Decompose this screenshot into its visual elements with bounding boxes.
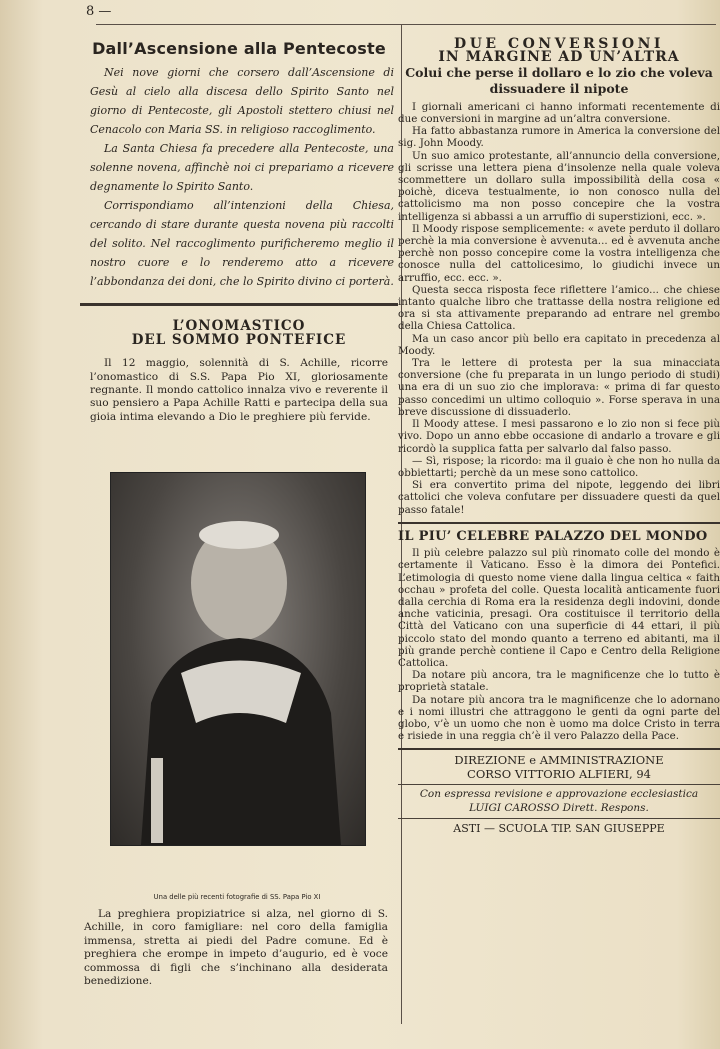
portrait-icon bbox=[111, 473, 365, 845]
left-column-top bbox=[80, 39, 398, 424]
section-rule bbox=[398, 522, 720, 524]
divider bbox=[398, 818, 720, 819]
paragraph: Nei nove giorni che corsero dall’Ascensione di Gesù al cielo alla discesa dello Spirito Santo nel giorno di Pentecoste, gli Apostoli stettero chiusi nel Cenacolo con Maria SS. in religioso raccoglimento. bbox=[90, 66, 394, 137]
paragraph: Un suo amico protestante, all’annuncio della conversione, gli scrisse una lettera piena d’insolenze nella quale voleva scommettere un dollaro sulla impossibilità della cosa « poichè, diceva testualmente, io non conosco nulla del cattolicismo ma non posso concepire che la vostra intelligenza si abbassi a un arruffio di superstizioni, ecc. ». bbox=[398, 149, 720, 223]
ascensione-body bbox=[80, 63, 398, 291]
printer-line: ASTI — SCUOLA TIP. SAN GIUSEPPE bbox=[453, 822, 665, 835]
paragraph: Questa secca risposta fece riflettere l’amico... che chiese intanto qualche libro che trattasse della nostra religione ed ora si sta attivamente preparando ad entrare nel grembo della Chiesa Cattolica. bbox=[398, 283, 720, 333]
section-rule bbox=[398, 748, 720, 750]
onomastico-body: Il 12 maggio, solennità di S. Achille, ricorre l’onomastico di S.S. Papa Pio XI, gloriosamente regnante. Il mondo cattolico innalza vivo e reverente il suo pensiero a Papa Achille Ratti e partecipa della sua gioia intima elevando a Dio le preghiere più fervide. bbox=[90, 357, 388, 423]
paragraph: — Sì, rispose; la ricordo: ma il guaio è che non ho nulla da obbiettarti; perchè da un mese sono cattolico. bbox=[398, 454, 720, 479]
conversioni-title-2: IN MARGINE AD UN’ALTRA bbox=[438, 49, 680, 66]
paragraph: Il Moody rispose semplicemente: « avete perduto il dollaro perchè la mia conversione è avvenuta... ed è avvenuta anche perchè non posso concepire come la vostra intelligenza che conosce nulla del cattolicesimo, lo giudichi invece un arruffio, ecc. ecc. ». bbox=[398, 222, 720, 284]
paragraph: I giornali americani ci hanno informati recentemente di due conversioni in margine ad un’altra conversione. bbox=[398, 100, 720, 126]
photo-caption: Una delle più recenti fotografie di SS. Papa Pio XI bbox=[153, 893, 321, 901]
top-rule bbox=[96, 24, 716, 25]
paragraph: Il Moody attese. I mesi passarono e lo zio non si fece più vivo. Dopo un anno ebbe occasione di andarlo a trovare e gli ricordò la supplica fatta per salvarlo dal falso passo. bbox=[398, 418, 720, 455]
right-column bbox=[398, 38, 720, 835]
palazzo-body bbox=[398, 547, 720, 742]
address-line-2: CORSO VITTORIO ALFIERI, 94 bbox=[467, 766, 651, 781]
paragraph: Corrispondiamo all’intenzioni della Chiesa, cercando di stare durante questa novena più raccolti del solito. Nel raccoglimento purificheremo meglio il nostro cuore e lo renderemo atto a ricevere l’abbondanza dei doni, che lo Spirito divino ci porterà. bbox=[90, 199, 394, 289]
paragraph: Da notare più ancora, tra le magnificenze che lo tutto è proprietà statale. bbox=[398, 669, 720, 694]
section-rule bbox=[80, 303, 398, 306]
paragraph: Il più celebre palazzo sul più rinomato colle del mondo è certamente il Vaticano. Esso è la dimora dei Pontefici. L’etimologia di questo nome viene dalla lingua celtica « faith occhau » profeta del colle. Questa località anticamente fuori dalla cerchia di Roma era la residenza degli indovini, donde anche vaticinia, presagi. Ora costituisce il territorio della Città del Vaticano con una superficie di 44 ettari, il più piccolo stato del mondo quanto a terreno ed abitanti, ma il più grande perchè contiene il Capo e Centro della Religione Cattolica. bbox=[398, 547, 720, 669]
onomastico-title-2: DEL SOMMO PONTEFICE bbox=[131, 331, 347, 348]
closing-paragraph: La preghiera propiziatrice si alza, nel giorno di S. Achille, in coro famigliare: nel coro della famiglia immensa, stretta ai piedi del Padre comune. Ed è preghiera che erompe in impeto d’augurio, ed è voce commossa di figli che s’inchinano alla desiderata benedizione. bbox=[84, 908, 388, 988]
palazzo-title: IL PIU’ CELEBRE PALAZZO DEL MONDO bbox=[398, 528, 708, 544]
conversioni-body bbox=[398, 101, 720, 516]
divider bbox=[398, 784, 720, 785]
ascensione-title: Dall’Ascensione alla Pentecoste bbox=[92, 39, 386, 58]
paragraph: La Santa Chiesa fa precedere alla Pentecoste, una solenne novena, affinchè noi ci prepariamo a ricevere degnamente lo Spirito Santo. bbox=[90, 142, 394, 194]
conversioni-subtitle: Colui che perse il dollaro e lo zio che voleva dissuadere il nipote bbox=[405, 64, 713, 96]
paragraph: Da notare più ancora tra le magnificenze che lo adornano e i nomi illustri che attraggono le genti da ogni parte del globo, v’è un uomo che non è uomo ma dolce Cristo in terra e risiede in una reggia ch’è il vero Palazzo della Pace. bbox=[398, 693, 720, 743]
pope-photograph bbox=[110, 472, 366, 846]
approval-line-1: Con espressa revisione e approvazione ecclesiastica bbox=[419, 788, 699, 801]
paragraph: Ha fatto abbastanza rumore in America la conversione del sig. John Moody. bbox=[398, 125, 720, 150]
onomastico-title-1: L’ONOMASTICO bbox=[172, 318, 306, 335]
page-number: 8 — bbox=[86, 4, 112, 19]
conversioni-title-1: DUE CONVERSIONI bbox=[454, 36, 664, 52]
approval-line-2: LUIGI CAROSSO Dirett. Respons. bbox=[469, 801, 649, 814]
paragraph: Ma un caso ancor più bello era capitato in precedenza al Moody. bbox=[398, 332, 720, 357]
paragraph: Tra le lettere di protesta per la sua minacciata conversione (che fu preparata in un lungo periodo di studi) una era di un suo zio che implorava: « prima di far questo passo concedimi un ultimo colloquio ». Forse sperava in una breve discussione di dissuaderlo. bbox=[398, 357, 720, 418]
closing-block bbox=[80, 908, 398, 988]
address-line-1: DIREZIONE e AMMINISTRAZIONE bbox=[454, 753, 664, 768]
paragraph: Si era convertito prima del nipote, leggendo dei libri cattolici che voleva confutare per dissuadere questi da quel passo fatale! bbox=[398, 479, 720, 516]
